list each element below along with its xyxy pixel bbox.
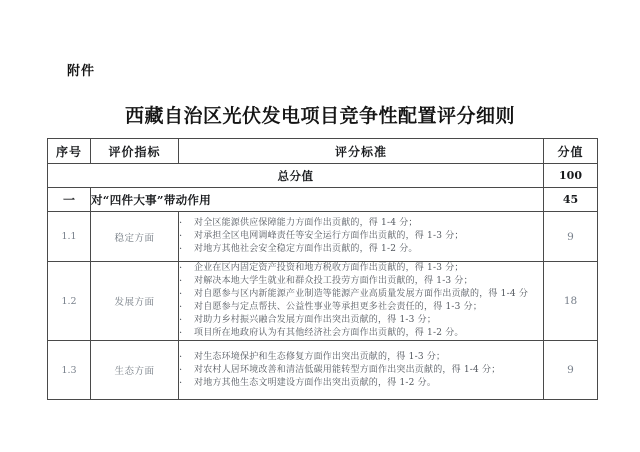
criteria-item: [179, 301, 543, 314]
total-score-label: 总分值: [48, 164, 544, 188]
criteria-item: [179, 262, 543, 275]
criteria-text: 对地方其他社会安全稳定方面作出贡献的，得 1-2 分。: [194, 244, 418, 254]
bullet-icon: ·: [179, 231, 183, 242]
bullet-icon: ·: [179, 315, 183, 326]
document-title: 西藏自治区光伏发电项目竞争性配置评分细则: [124, 105, 515, 127]
bullet-icon: ·: [179, 328, 183, 339]
criteria-text: 对助力乡村振兴融合发展方面作出突出贡献的，得 1-3 分；: [194, 315, 437, 325]
table-row: [48, 262, 598, 341]
bullet-icon: ·: [179, 289, 183, 300]
criteria-text: 对解决本地大学生就业和群众投工投劳方面作出贡献的，得 1-3 分；: [194, 276, 473, 286]
header-cell-criteria: 评分标准: [179, 139, 544, 164]
criteria-text: 对生态环境保护和生态修复方面作出突出贡献的，得 1-3 分；: [194, 351, 446, 362]
criteria-item: [179, 327, 543, 340]
bullet-icon: ·: [179, 364, 183, 376]
total-score-row: [48, 164, 598, 188]
criteria-item: [179, 314, 543, 327]
criteria-text: 对承担全区电网调峰责任等安全运行方面作出贡献的，得 1-3 分；: [194, 231, 464, 241]
criteria-item: [179, 217, 543, 230]
criteria-item: [179, 243, 543, 256]
bullet-icon: ·: [179, 302, 183, 313]
header-cell-score: 分值: [544, 139, 598, 164]
row-index: 1.2: [48, 262, 91, 341]
row-indicator: 稳定方面: [91, 212, 179, 262]
bullet-icon: ·: [179, 377, 183, 389]
attachment-label: 附件: [67, 64, 96, 79]
criteria-text: 对自愿参与定点帮扶、公益性事业等承担更多社会责任的，得 1-3 分；: [194, 302, 483, 312]
bullet-icon: ·: [179, 218, 183, 229]
row-score: 18: [544, 262, 598, 341]
criteria-item: [179, 230, 543, 243]
criteria-item: [179, 377, 543, 390]
row-index: 1.3: [48, 341, 91, 400]
criteria-text: 对全区能源供应保障能力方面作出贡献的，得 1-4 分；: [194, 218, 418, 228]
bullet-icon: ·: [179, 244, 183, 255]
header-cell-index: 序号: [48, 139, 91, 164]
bullet-icon: ·: [179, 263, 183, 274]
criteria-item: [179, 364, 543, 377]
scoring-table: [47, 138, 598, 400]
criteria-item: [179, 351, 543, 364]
row-score: 9: [544, 341, 598, 400]
section-label: 对“四件大事”带动作用: [91, 188, 544, 212]
bullet-icon: ·: [179, 351, 183, 363]
table-row: [48, 212, 598, 262]
bullet-icon: ·: [179, 276, 183, 287]
criteria-text: 对地方其他生态文明建设方面作出突出贡献的，得 1-2 分。: [194, 377, 437, 388]
section-score-value: 45: [544, 188, 598, 212]
criteria-text: 对农村人居环境改善和清洁低碳用能转型方面作出突出贡献的，得 1-4 分；: [194, 364, 501, 375]
header-cell-indicator: 评价指标: [91, 139, 179, 164]
criteria-text: 对自愿参与区内新能源产业制造等能源产业高质量发展方面作出贡献的，得 1-4 分: [194, 289, 529, 299]
table-header-row: [48, 139, 598, 164]
row-index: 1.1: [48, 212, 91, 262]
criteria-list: [179, 262, 544, 341]
section-index: 一: [48, 188, 91, 212]
section-row: [48, 188, 598, 212]
row-indicator: 生态方面: [91, 341, 179, 400]
criteria-list: [179, 212, 544, 262]
total-score-value: 100: [544, 164, 598, 188]
row-score: 9: [544, 212, 598, 262]
criteria-item: [179, 275, 543, 288]
table-row: [48, 341, 598, 400]
criteria-text: 企业在区内固定资产投资和地方税收方面作出贡献的，得 1-3 分；: [194, 263, 464, 273]
criteria-item: [179, 288, 543, 301]
criteria-list: [179, 341, 544, 400]
criteria-text: 项目所在地政府认为有其他经济社会方面作出贡献的，得 1-2 分。: [194, 328, 464, 338]
row-indicator: 发展方面: [91, 262, 179, 341]
